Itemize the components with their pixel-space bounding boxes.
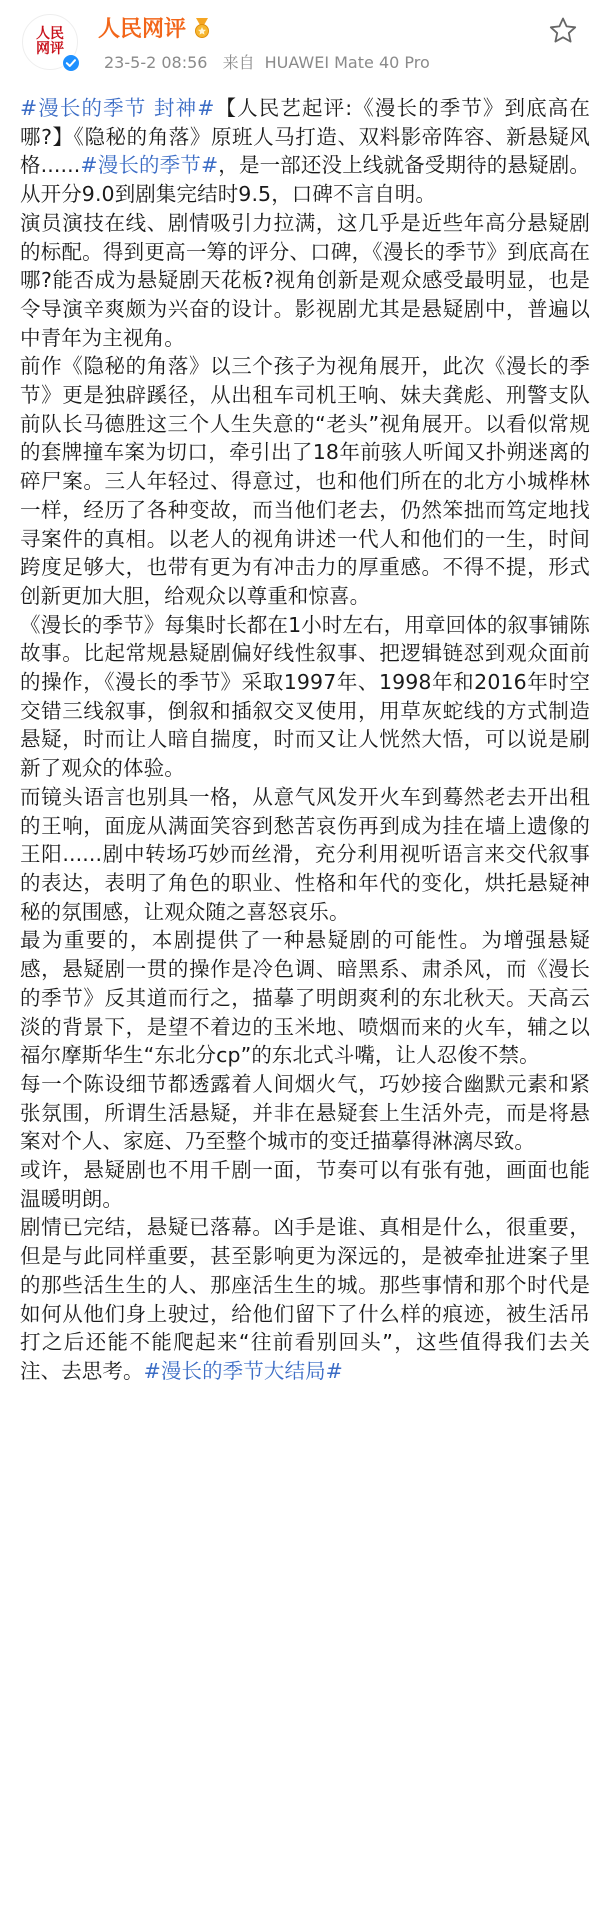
post-time: 23-5-2 08:56 bbox=[104, 53, 208, 72]
hashtag-link[interactable]: #漫长的季节 封神# bbox=[20, 96, 215, 120]
account-name[interactable]: 人民网评 bbox=[98, 17, 187, 42]
paragraph-5: 而镜头语言也别具一格，从意气风发开火车到蓦然老去开出租的王响，面庞从满面笑容到愁苦哀伤再到成为挂在墙上遗像的王阳......剧中转场巧妙而丝滑，充分利用视听语言来交代叙事的表达，表明了角色的职业、性格和年代的变化，烘托悬疑神秘的氛围感，让观众随之喜怒哀乐。 bbox=[20, 784, 590, 924]
post-body bbox=[20, 94, 590, 1386]
device-name[interactable]: HUAWEI Mate 40 Pro bbox=[264, 53, 430, 72]
verified-badge-icon bbox=[62, 54, 80, 72]
paragraph-3: 前作《隐秘的角落》以三个孩子为视角展开，此次《漫长的季节》更是独辟蹊径，从出租车司机王响、妹夫龚彪、刑警支队前队长马德胜这三个人生失意的“老头”视角展开。以看似常规的套牌撞车案为切口，牵引出了18年前骇人听闻又扑朔迷离的碎尸案。三人年轻过、得意过，也和他们所在的北方小城桦林一样，经历了各种变故，而当他们老去，仍然笨拙而笃定地找寻案件的真相。以老人的视角讲述一代人和他们的一生，时间跨度足够大，也带有更为有冲击力的厚重感。不得不提，形式创新更加大胆，给观众以尊重和惊喜。 bbox=[20, 354, 590, 608]
avatar-logo: 人民 网评 bbox=[36, 26, 64, 57]
post-header bbox=[0, 0, 600, 98]
paragraph-text: ，是一部还没上线就备受期待的悬疑剧。从开分9.0到剧集完结时9.5，口碑不言自明。 bbox=[20, 153, 590, 207]
source-prefix: 来自 bbox=[222, 53, 255, 72]
paragraph-2: 演员演技在线、剧情吸引力拉满，这几乎是近些年高分悬疑剧的标配。得到更高一筹的评分、口碑，《漫长的季节》到底高在哪?能否成为悬疑剧天花板?视角创新是观众感受最明显，也是令导演辛爽颇为兴奋的设计。影视剧尤其是悬疑剧中，普遍以中青年为主视角。 bbox=[20, 210, 590, 350]
star-icon[interactable] bbox=[548, 16, 578, 46]
hashtag-link[interactable]: #漫长的季节# bbox=[80, 153, 219, 178]
paragraph-8: 或许，悬疑剧也不用千剧一面，节奏可以有张有弛，画面也能温暖明朗。 bbox=[20, 1158, 590, 1211]
paragraph-9 bbox=[20, 1213, 590, 1385]
paragraph-7: 每一个陈设细节都透露着人间烟火气，巧妙接合幽默元素和紧张氛围，所谓生活悬疑，并非在悬疑套上生活外壳，而是将悬案对个人、家庭、乃至整个城市的变迁描摹得淋漓尽致。 bbox=[20, 1071, 590, 1154]
paragraph-4: 《漫长的季节》每集时长都在1小时左右，用章回体的叙事铺陈故事。比起常规悬疑剧偏好线性叙事、把逻辑链怼到观众面前的操作，《漫长的季节》采取1997年、1998年和2016年时空交错三线叙事，倒叙和插叙交叉使用，用草灰蛇线的方式制造悬疑，时而让人暗自揣度，时而又让人恍然大悟，可以说是刷新了观众的体验。 bbox=[20, 612, 590, 781]
name-row bbox=[98, 12, 212, 43]
paragraph-text: 【人民艺起评:《漫长的季节》到底高在哪?】《隐秘的角落》原班人马打造、双料影帝阵容、新悬疑风格...... bbox=[20, 96, 590, 178]
medal-icon bbox=[192, 17, 212, 39]
paragraph-1 bbox=[20, 94, 590, 209]
paragraph-6: 最为重要的，本剧提供了一种悬疑剧的可能性。为增强悬疑感，悬疑剧一贯的操作是冷色调、暗黑系、肃杀风，而《漫长的季节》反其道而行之，描摹了明朗爽利的东北秋天。天高云淡的背景下，是望不着边的玉米地、喷烟而来的火车，辅之以福尔摩斯华生“东北分cp”的东北式斗嘴，让人忍俊不禁。 bbox=[20, 928, 590, 1068]
post-meta bbox=[104, 50, 440, 73]
hashtag-link[interactable]: #漫长的季节大结局# bbox=[143, 1358, 343, 1383]
paragraph-text: 剧情已完结，悬疑已落幕。凶手是谁、真相是什么，很重要，但是与此同样重要，甚至影响更为深远的，是被牵扯进案子里的那些活生生的人、那座活生生的城。那些事情和那个时代是如何从他们身上驶过，给他们留下了什么样的痕迹，被生活吊打之后还能不能爬起来“往前看别回头”，这些值得我们去关注、去思考。 bbox=[20, 1215, 590, 1383]
